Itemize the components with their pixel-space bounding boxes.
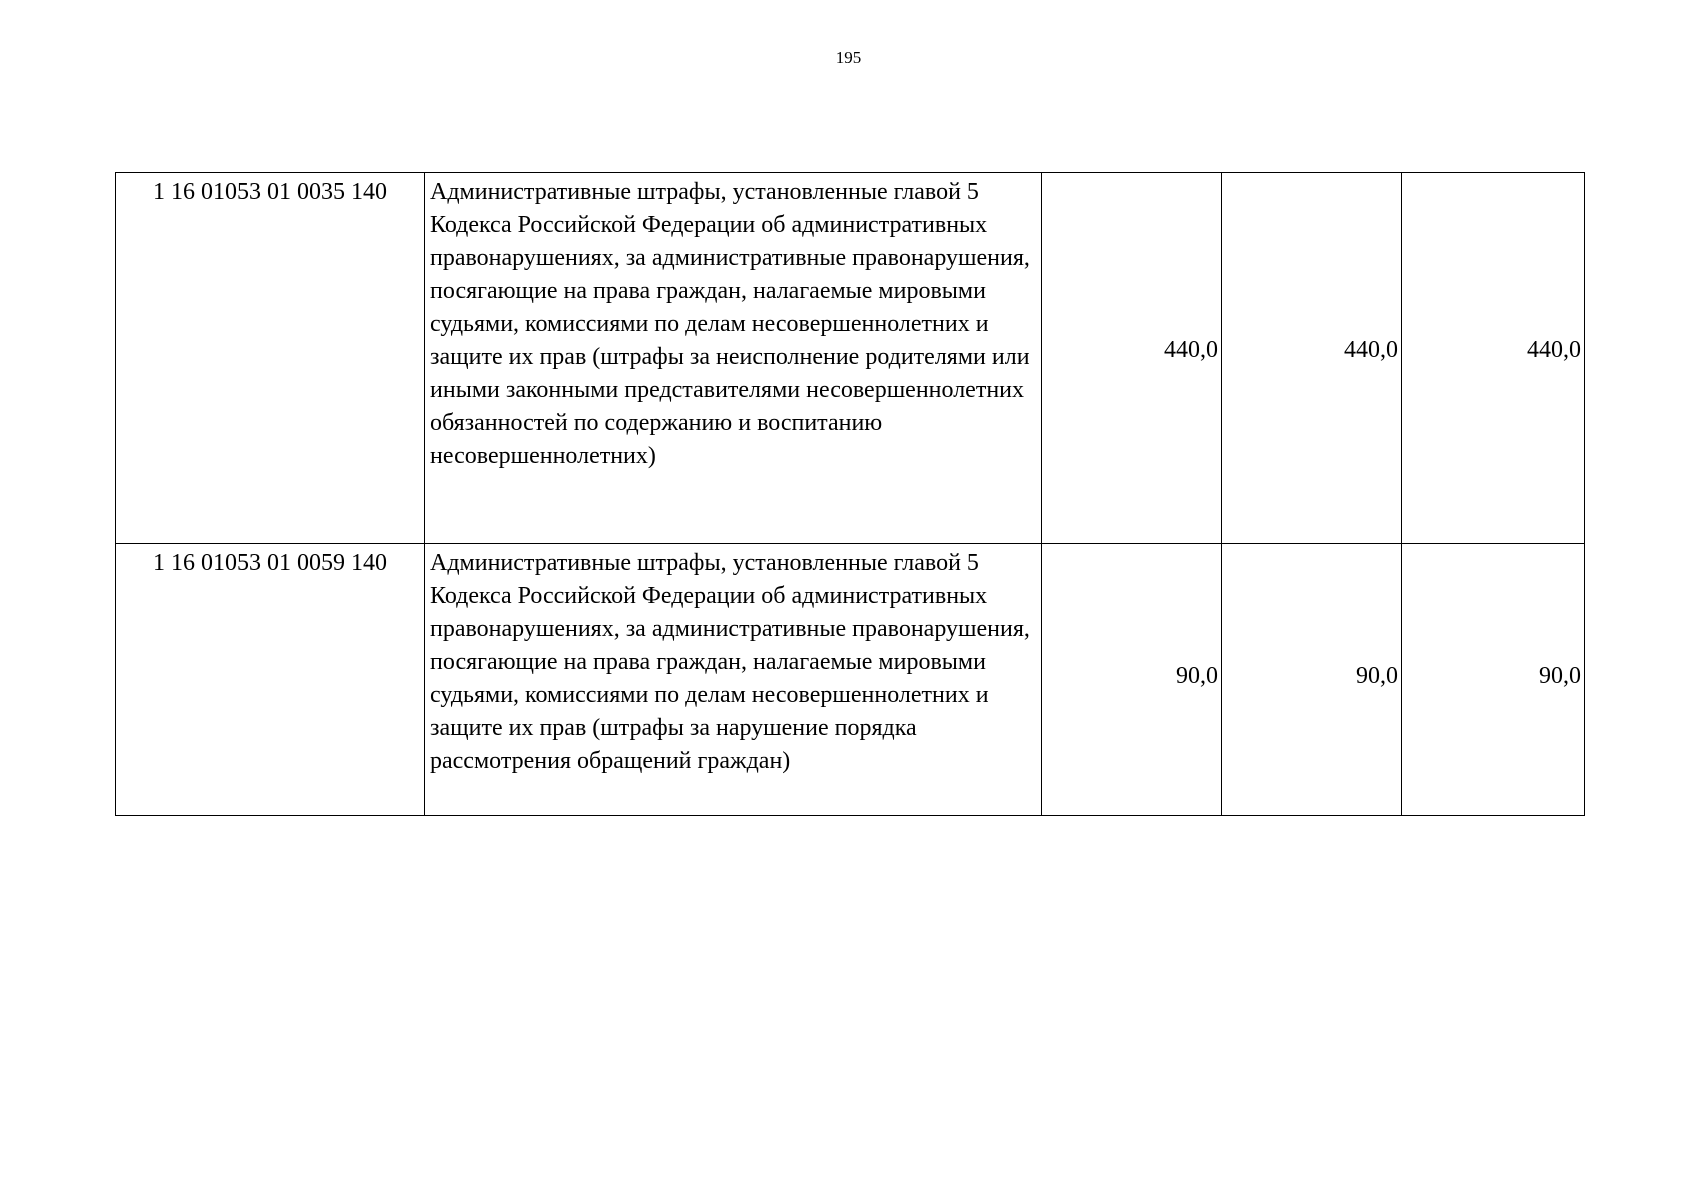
- budget-revenue-table: [115, 172, 1585, 816]
- revenue-description-cell: Административные штрафы, установленные главой 5 Кодекса Российской Федерации об административных правонарушениях, за административные правонарушения, посягающие на права граждан, налагаемые мировыми судьями, комиссиями по делам несовершеннолетних и защите их прав (штрафы за нарушение порядка рассмотрения обращений граждан): [425, 544, 1042, 816]
- revenue-code-cell: 1 16 01053 01 0059 140: [116, 544, 425, 816]
- amount-cell-1: 90,0: [1042, 544, 1222, 816]
- table-row: [116, 544, 1585, 816]
- amount-cell-2: 440,0: [1222, 173, 1402, 544]
- amount-cell-3: 440,0: [1402, 173, 1585, 544]
- page-number: 195: [835, 48, 862, 67]
- revenue-code-cell: 1 16 01053 01 0035 140: [116, 173, 425, 544]
- revenue-description-cell: Административные штрафы, установленные главой 5 Кодекса Российской Федерации об административных правонарушениях, за административные правонарушения, посягающие на права граждан, налагаемые мировыми судьями, комиссиями по делам несовершеннолетних и защите их прав (штрафы за неисполнение родителями или иными законными представителями несовершеннолетних обязанностей по содержанию и воспитанию несовершеннолетних): [425, 173, 1042, 544]
- amount-cell-2: 90,0: [1222, 544, 1402, 816]
- table-row: [116, 173, 1585, 544]
- amount-cell-3: 90,0: [1402, 544, 1585, 816]
- amount-cell-1: 440,0: [1042, 173, 1222, 544]
